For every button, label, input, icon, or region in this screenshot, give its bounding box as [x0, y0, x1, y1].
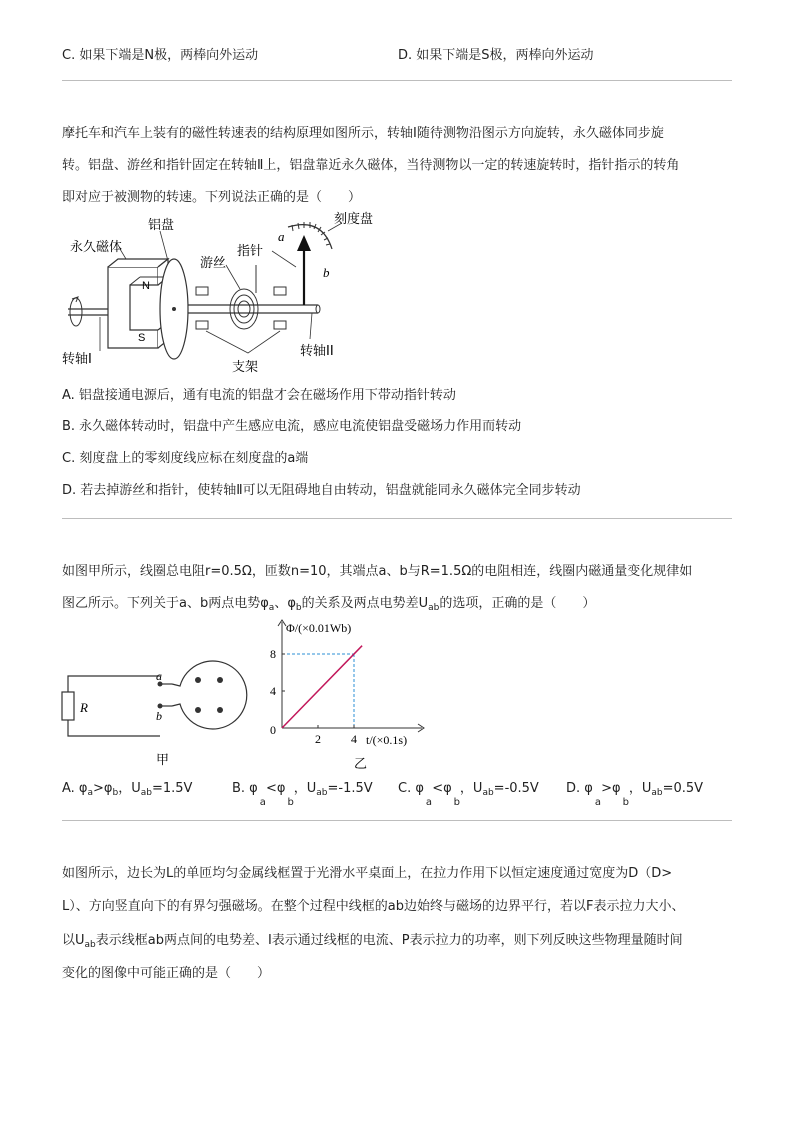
resistor-label: R [80, 700, 88, 715]
y-tick-label: 4 [270, 684, 276, 698]
q2-option-a[interactable]: A. $\varphi_a>\varphi_b$，$U_{ab}=1.5V$ [62, 781, 193, 798]
permanent-magnet-shape [108, 267, 158, 348]
aluminum-disk-label: 铝盘 [148, 218, 175, 233]
shaft-1-label: 转轴I [62, 352, 92, 367]
prev-option-d: D. 如果下端是S极，两棒向外运动 [398, 48, 594, 63]
y-axis-label: Φ/(×0.01Wb) [286, 621, 352, 635]
permanent-magnet-label: 永久磁体 [70, 240, 123, 255]
q3-line-3: 以$U_{ab}$表示线框ab两点间的电势差、I表示通过线框的电流、P表示拉力的功率，则下列反映这些物理量随时间 [62, 933, 683, 950]
q2-option-b[interactable]: B. φ a <φ b ，$U_{ab}=-1.5V$ [232, 781, 373, 808]
q1-stem-line-1: 摩托车和汽车上装有的磁性转速表的结构原理如图所示，转轴Ⅰ随待测物沿图示方向旋转，永久磁体同步旋 [62, 126, 664, 141]
shaft-2-label: 转轴II [300, 344, 334, 359]
x-axis-label: t/(×0.1s) [366, 733, 408, 747]
tachometer-figure [60, 205, 400, 380]
q1-option-b[interactable]: B. 永久磁体转动时，铝盘中产生感应电流，感应电流使铝盘受磁场力作用而转动 [62, 419, 522, 434]
circuit-figure [58, 640, 258, 770]
coil-shape [172, 661, 247, 729]
scale-disk-label: 刻度盘 [334, 212, 374, 227]
q1-stem-line-2: 转。铝盘、游丝和指针固定在转轴Ⅱ上，铝盘靠近永久磁体，当待测物以一定的转速旋转时，指针指示的转角 [62, 158, 680, 173]
figure-caption-yi: 乙 [354, 757, 368, 772]
divider [62, 820, 732, 821]
pointer-label: 指针 [237, 244, 264, 259]
q2-stem-line-2: 图乙所示。下列关于a、b两点电势$\varphi_a$、$\varphi_b$的关系及两点电势差$U_{ab}$的选项，正确的是（ ） [62, 596, 596, 613]
terminal-b-label: b [156, 709, 162, 723]
scale-a-label: a [278, 229, 285, 244]
q2-option-d[interactable]: D. φ a >φ b ，$U_{ab}=0.5V$ [566, 781, 704, 808]
q1-option-d[interactable]: D. 若去掉游丝和指针，使转轴Ⅱ可以无阻碍地自由转动，铝盘就能同永久磁体完全同步转动 [62, 483, 581, 498]
divider [62, 518, 732, 519]
x-tick-label: 2 [315, 732, 321, 746]
flux-series-line [282, 646, 362, 728]
origin-label: 0 [270, 723, 276, 737]
scale-b-label: b [323, 265, 330, 280]
divider [62, 80, 732, 81]
y-tick-label: 8 [270, 647, 276, 661]
magnet-s-label: S [138, 332, 146, 344]
bracket-top-left [196, 287, 208, 295]
hairspring-label: 游丝 [200, 256, 227, 271]
bracket-label: 支架 [232, 360, 259, 375]
pointer-arrow-icon [297, 235, 311, 251]
terminal-a-label: a [156, 669, 162, 683]
x-tick-label: 4 [351, 732, 357, 746]
q3-line-4: 变化的图像中可能正确的是（ ） [62, 966, 271, 981]
figure-caption-jia: 甲 [156, 753, 170, 768]
q1-stem-line-3: 即对应于被测物的转速。下列说法正确的是（ ） [62, 190, 362, 205]
resistor-shape [62, 692, 74, 720]
rotation-arrow-icon [70, 298, 82, 326]
flux-time-graph [262, 616, 432, 772]
q3-line-2: L）、方向竖直向下的有界匀强磁场。在整个过程中线框的ab边始终与磁场的边界平行，若以F表示拉力大小、 [62, 899, 685, 914]
q2-option-c[interactable]: C. φ a <φ b ，$U_{ab}=-0.5V$ [398, 781, 539, 808]
q2-stem-line-1: 如图甲所示，线圈总电阻r=0.5Ω，匝数n=10，其端点a、b与R=1.5Ω的电阻相连，线圈内磁通量变化规律如 [62, 564, 693, 579]
magnet-n-label: N [142, 280, 150, 292]
prev-option-c: C. 如果下端是N极，两棒向外运动 [62, 48, 259, 63]
q1-option-c[interactable]: C. 刻度盘上的零刻度线应标在刻度盘的a端 [62, 451, 309, 466]
q3-line-1: 如图所示，边长为L的单匝均匀金属线框置于光滑水平桌面上，在拉力作用下以恒定速度通过宽度为D（D> [62, 866, 673, 881]
q1-option-a[interactable]: A. 铝盘接通电源后，通有电流的铝盘才会在磁场作用下带动指针转动 [62, 388, 456, 403]
scale-disk-arc [288, 225, 332, 249]
